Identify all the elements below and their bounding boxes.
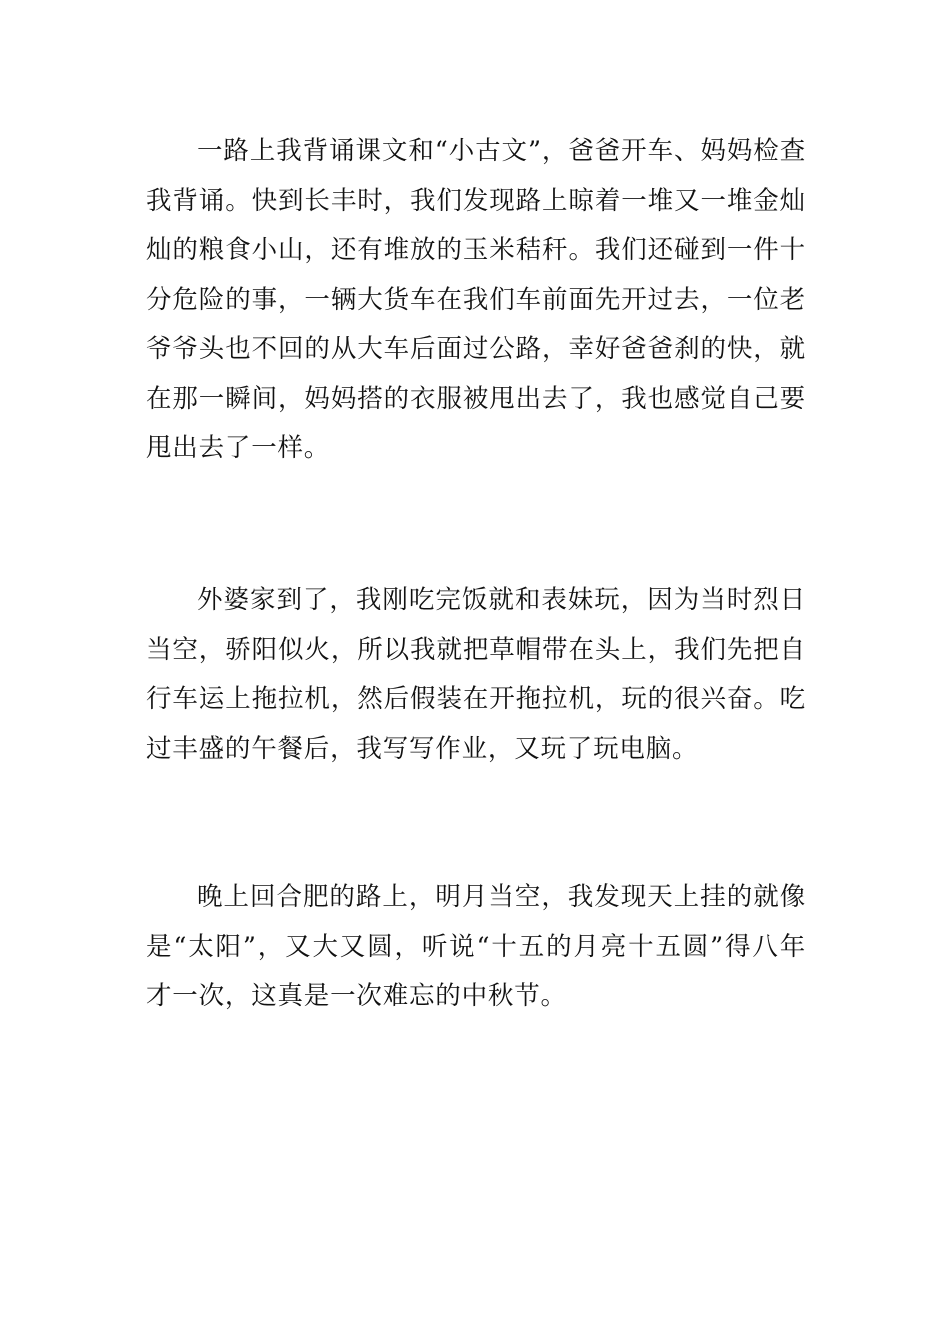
paragraph-grandma-house: 外婆家到了，我刚吃完饭就和表妹玩，因为当时烈日当空，骄阳似火，所以我就把草帽带在头上，我们先把自行车运上拖拉机，然后假装在开拖拉机，玩的很兴奋。吃过丰盛的午餐后，我写写作业，又玩了玩电脑。	[146, 585, 806, 764]
paragraph-journey: 一路上我背诵课文和“小古文”，爸爸开车、妈妈检查我背诵。快到长丰时，我们发现路上晾着一堆又一堆金灿灿的粮食小山，还有堆放的玉米秸秆。我们还碰到一件十分危险的事，一辆大货车在我们车前面先开过去，一位老爷爷头也不回的从大车后面过公路，幸好爸爸刹的快，就在那一瞬间，妈妈搭的衣服被甩出去了，我也感觉自己要甩出去了一样。	[146, 136, 806, 463]
paragraph-evening-return: 晚上回合肥的路上，明月当空，我发现天上挂的就像是“太阳”，又大又圆，听说“十五的月亮十五圆”得八年才一次，这真是一次难忘的中秋节。	[146, 882, 806, 1011]
